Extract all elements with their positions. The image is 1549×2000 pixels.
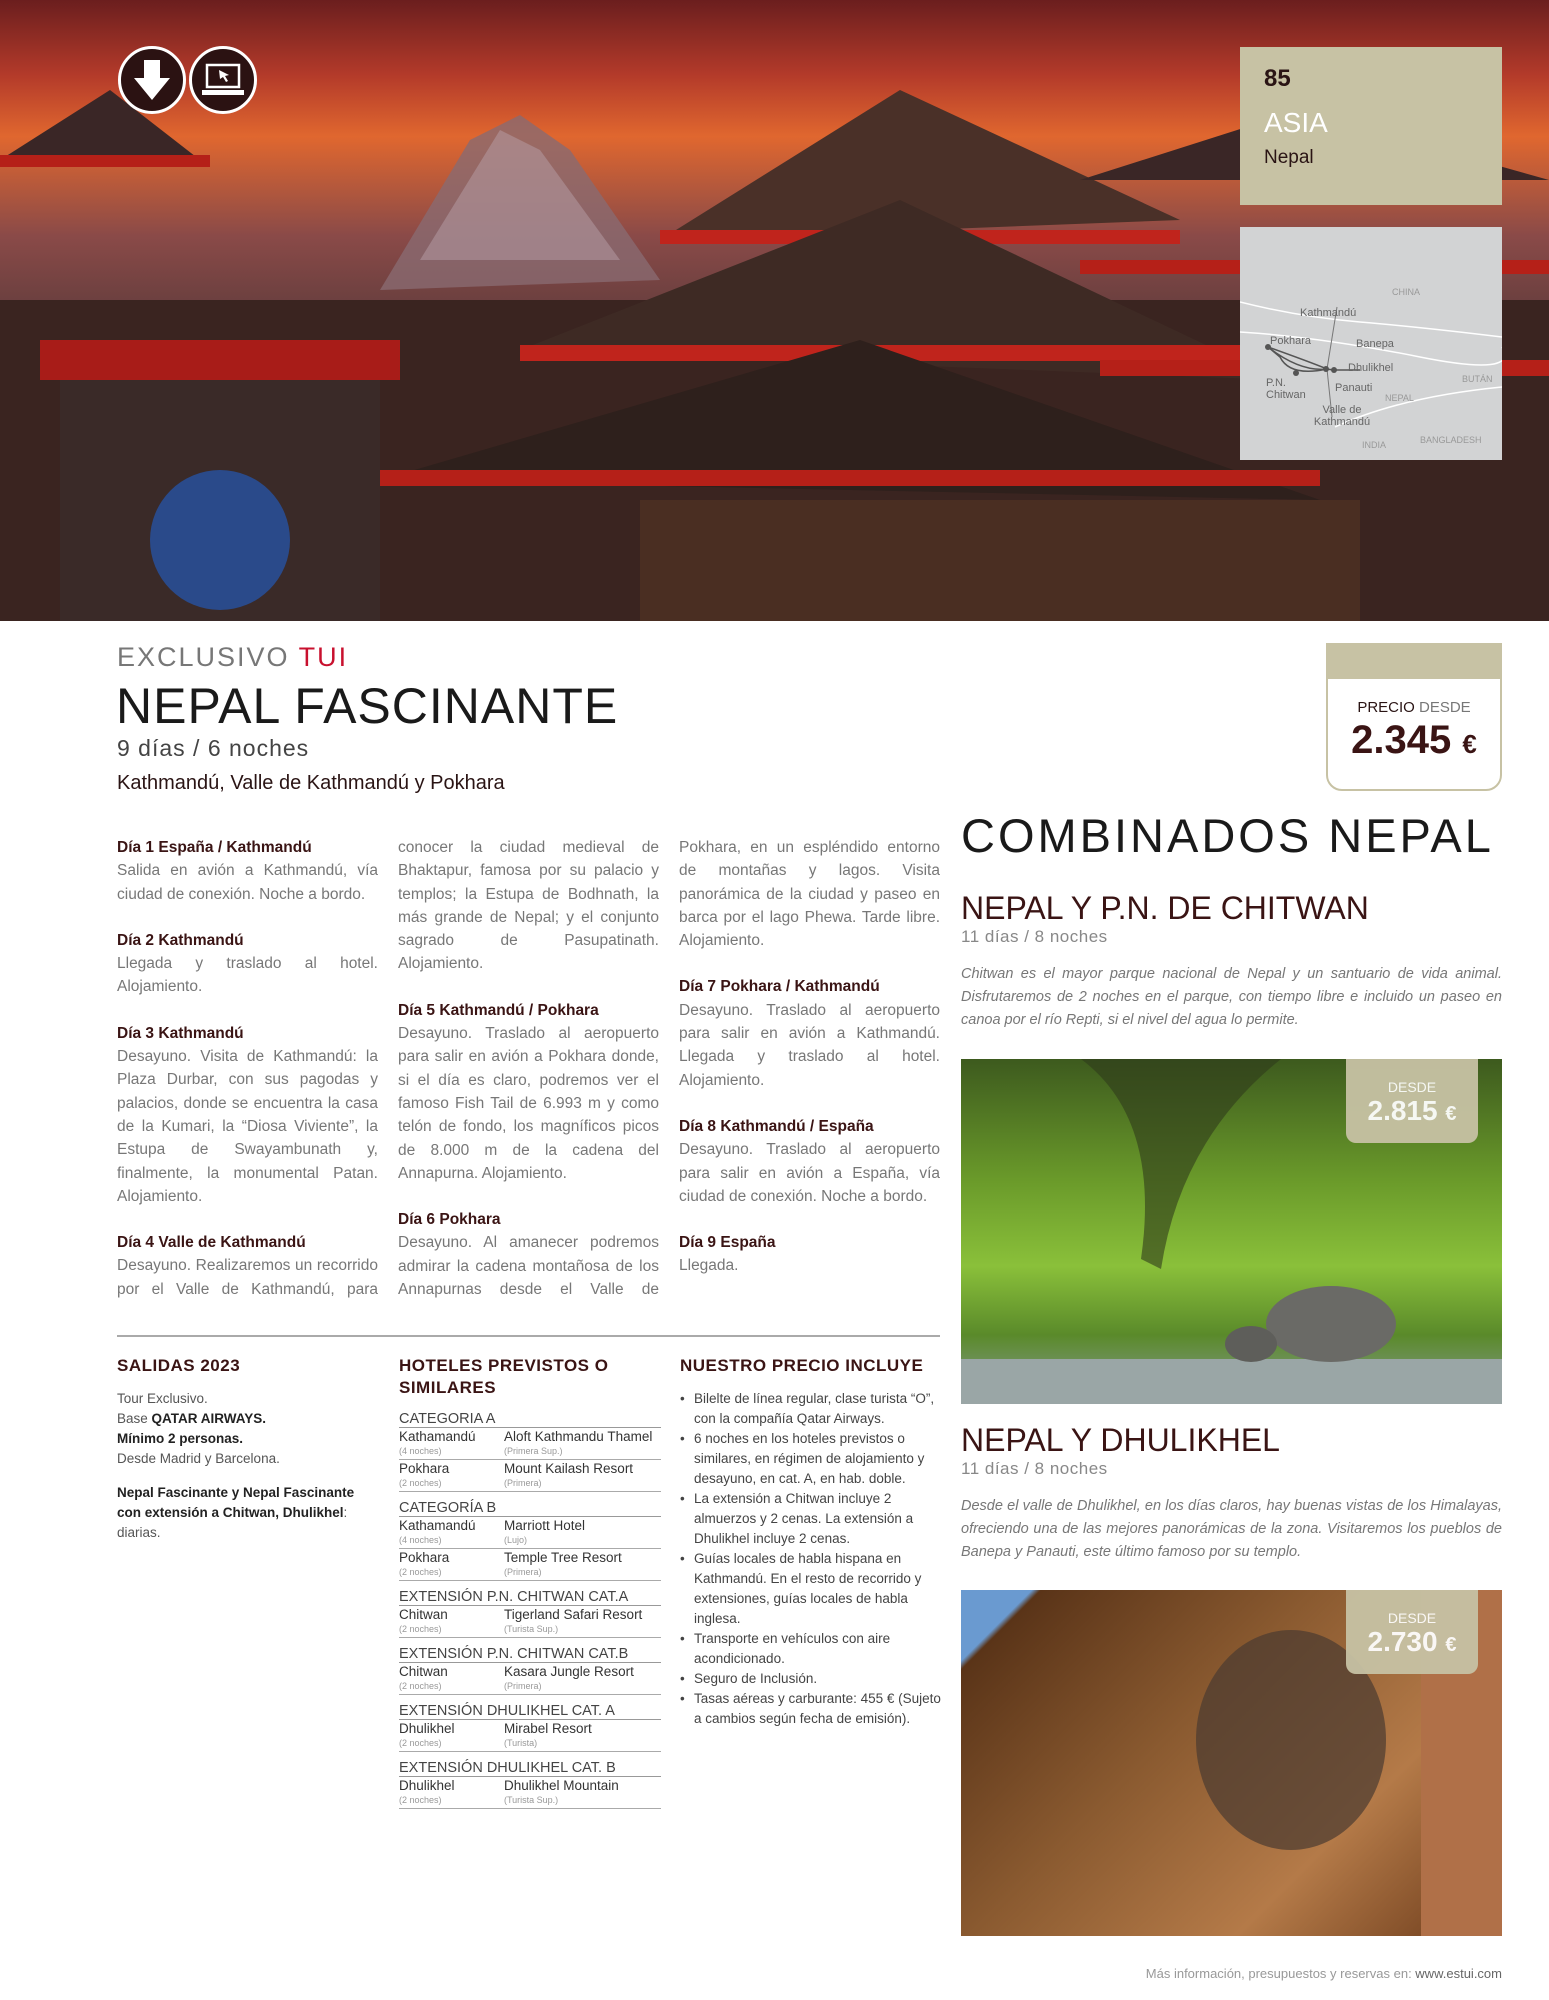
divider <box>117 1335 940 1337</box>
hotel-city: Pokhara <box>399 1550 450 1565</box>
hotel-row <box>399 1606 661 1638</box>
salidas-note-end: : diarias. <box>117 1505 348 1540</box>
map-label: P.N. Chitwan <box>1266 377 1306 401</box>
route-map <box>1240 227 1502 460</box>
hotel-category-level: (Primera) <box>504 1681 542 1691</box>
map-label: Dhulikhel <box>1348 362 1394 374</box>
hotel-nights: (2 noches) <box>399 1681 442 1691</box>
package-title: NEPAL Y DHULIKHEL <box>961 1422 1280 1458</box>
footer <box>1146 1966 1502 1981</box>
incluye-heading: NUESTRO PRECIO INCLUYE <box>680 1356 924 1375</box>
day-text: Salida en avión a Kathmandú, vía ciudad de conexión. Noche a bordo. <box>117 862 378 903</box>
footer-link[interactable]: www.estui.com <box>1415 1966 1502 1981</box>
hotel-name: Temple Tree Resort <box>504 1550 622 1565</box>
hotel-name: Mount Kailash Resort <box>504 1461 634 1476</box>
map-label: Valle de Kathmandú <box>1313 404 1371 428</box>
itinerary-day <box>398 999 659 1185</box>
incluye-item: • Bilelte de línea regular, clase turista “O”, con la compañía Qatar Airways. <box>680 1389 942 1429</box>
day-text: Desayuno. Realizaremos un recorrido por el Valle de Kathmandú, para conocer la ciudad medieval de Bhaktapur, famosa por su palacio y templos; la Estupa de Bodhnath, la más grande de Nepal; y el conjunto sagrado de Pasupatinath. Alojamiento. <box>117 839 659 1298</box>
salidas-line: Mínimo 2 personas. <box>117 1431 244 1446</box>
salidas-heading: SALIDAS 2023 <box>117 1356 241 1375</box>
hotel-category-level: (Turista Sup.) <box>504 1795 559 1805</box>
hotel-category-level: (Turista) <box>504 1738 538 1748</box>
laptop-cursor-icon <box>201 63 245 97</box>
hotel-row <box>399 1720 661 1752</box>
day-text: Llegada y traslado al hotel. Alojamiento. <box>117 955 378 996</box>
hotel-category: EXTENSIÓN P.N. CHITWAN CAT.B <box>399 1646 661 1663</box>
hotel-category-level: (Turista Sup.) <box>504 1624 559 1634</box>
hotel-city: Chitwan <box>399 1664 448 1679</box>
day-number: Día 6 <box>398 1211 436 1229</box>
hoteles-heading: HOTELES PREVISTOS O SIMILARES <box>399 1356 609 1397</box>
incluye-section <box>680 1355 942 1729</box>
salidas-section <box>117 1355 379 1543</box>
tour-duration: 9 días / 6 noches <box>117 735 310 761</box>
day-text: Llegada. <box>679 1257 739 1275</box>
salidas-line <box>117 1483 379 1543</box>
day-text: Desayuno. Al amanecer podremos admirar la cadena montañosa de los Annapurnas desde el Valle de Pokhara, en un espléndido entorno de montañas y lagos. Visita panorámica de la ciudad y paseo en barca por el lago Phewa. Tarde libre. Alojamiento. <box>398 839 940 1299</box>
hotel-name: Marriott Hotel <box>504 1518 586 1533</box>
map-label: NEPAL <box>1385 393 1414 403</box>
incluye-item: • Seguro de Inclusión. <box>680 1669 942 1689</box>
exclusive-prefix: EXCLUSIVO <box>117 642 290 672</box>
day-heading <box>679 1115 940 1138</box>
hotel-nights: (2 noches) <box>399 1738 442 1748</box>
day-number: Día 3 <box>117 1024 155 1042</box>
combinados-heading: COMBINADOS NEPAL <box>961 809 1494 862</box>
day-text: Desayuno. Visita de Kathmandú: la Plaza Durbar, con sus pagodas y palacios, donde se encuentra la casa de la Kumari, la “Diosa Viviente”, la Estupa de Swayambunath y, finalmente, la monumental Patan. Alojamiento. <box>117 1048 378 1205</box>
hotel-category-level: (Lujo) <box>504 1535 528 1545</box>
hotels-list <box>399 1411 661 1809</box>
hotel-nights: (2 noches) <box>399 1567 442 1577</box>
day-number: Día 7 <box>679 978 717 996</box>
badge-label: DESDE <box>1387 1610 1437 1626</box>
hotel-category: CATEGORIA A <box>399 1411 661 1428</box>
day-heading <box>117 1022 378 1045</box>
balcony-photo <box>961 1590 1502 1936</box>
hotel-row <box>399 1517 661 1549</box>
package-dhulikhel <box>961 1422 1502 1564</box>
package-description: Chitwan es el mayor parque nacional de Nepal y un santuario de vida animal. Disfrutaremos de 2 noches en el parque, con tiempo libre e incluido un paseo en canoa por el río Repti, si el nivel del agua lo permite. <box>961 966 1502 1028</box>
incluye-item: • La extensión a Chitwan incluye 2 almuerzos y 2 cenas. La extensión a Dhulikhel incluye 2 cenas. <box>680 1489 942 1549</box>
hotel-city: Chitwan <box>399 1607 448 1622</box>
day-place: Kathmandú / Pokhara <box>439 1001 599 1019</box>
day-heading <box>398 1208 659 1231</box>
hotel-row <box>399 1663 661 1695</box>
price-currency: € <box>1462 729 1477 759</box>
itinerary <box>117 836 940 1306</box>
badge-currency: € <box>1445 1634 1457 1656</box>
hotel-category: EXTENSIÓN P.N. CHITWAN CAT.A <box>399 1589 661 1606</box>
download-button[interactable] <box>118 46 186 114</box>
hotel-row <box>399 1549 661 1581</box>
hotel-name: Mirabel Resort <box>504 1721 592 1736</box>
package-duration: 11 días / 8 noches <box>961 1459 1108 1478</box>
hotel-city: Dhulikhel <box>399 1778 455 1793</box>
itinerary-day <box>679 1231 940 1278</box>
hotel-name: Dhulikhel Mountain <box>504 1778 619 1793</box>
day-number: Día 1 <box>117 839 155 856</box>
day-text: Desayuno. Traslado al aeropuerto para salir en avión a Pokhara donde, si el día es claro, podremos ver el famoso Fish Tail de 6.993 m y como telón de fondo, los magníficos picos de 8.000 m de la cadena del Annapurna. Alojamiento. <box>398 1025 659 1182</box>
brand-name: TUI <box>298 642 349 672</box>
incluye-list <box>680 1389 942 1729</box>
price-box <box>1326 643 1502 791</box>
day-heading <box>117 929 378 952</box>
day-number: Día 4 <box>117 1234 155 1252</box>
day-place: Pokhara <box>439 1211 501 1229</box>
hotel-nights: (2 noches) <box>399 1795 442 1805</box>
region-label: ASIA <box>1264 107 1328 138</box>
badge-currency: € <box>1445 1103 1457 1125</box>
map-label: BANGLADESH <box>1420 435 1482 445</box>
day-heading <box>679 975 940 998</box>
day-heading <box>117 1231 378 1254</box>
hotel-nights: (2 noches) <box>399 1478 442 1488</box>
day-place: Kathmandú <box>158 931 244 949</box>
itinerary-day <box>117 929 378 999</box>
destination-box <box>1240 47 1502 205</box>
map-label: Kathmandú <box>1300 307 1357 319</box>
day-place: Kathmandú <box>158 1024 244 1042</box>
hotel-name: Tigerland Safari Resort <box>504 1607 643 1622</box>
package-title: NEPAL Y P.N. DE CHITWAN <box>961 890 1369 926</box>
exclusive-label <box>117 642 348 673</box>
salidas-base: Base <box>117 1411 152 1426</box>
package-chitwan <box>961 890 1502 1032</box>
rhino-photo <box>961 1059 1502 1404</box>
day-number: Día 9 <box>679 1234 717 1252</box>
tour-places: Kathmandú, Valle de Kathmandú y Pokhara <box>117 772 505 794</box>
itinerary-day <box>117 1022 378 1208</box>
hotel-row <box>399 1428 661 1460</box>
footer-text: Más información, presupuestos y reservas en: <box>1145 1966 1416 1981</box>
hotel-nights: (4 noches) <box>399 1535 442 1545</box>
day-place: España / Kathmandú <box>158 839 312 856</box>
hotel-city: Kathamandú <box>399 1518 476 1533</box>
incluye-item: • Guías locales de habla hispana en Kathmandú. En el resto de recorrido y extensiones, guías locales de habla inglesa. <box>680 1549 942 1629</box>
incluye-item: • 6 noches en los hoteles previstos o similares, en régimen de alojamiento y desayuno, en cat. A, en hab. doble. <box>680 1429 942 1489</box>
day-text: Desayuno. Traslado al aeropuerto para salir en avión a España, vía ciudad de conexión. Noche a bordo. <box>679 1141 940 1205</box>
day-text: Desayuno. Traslado al aeropuerto para salir en avión a Kathmandú. Llegada y traslado al hotel. Alojamiento. <box>679 1001 940 1089</box>
salidas-note: Nepal Fascinante y Nepal Fascinante con extensión a Chitwan, Dhulikhel <box>117 1485 355 1520</box>
day-place: Valle de Kathmandú <box>158 1234 306 1252</box>
day-place: España <box>720 1234 776 1252</box>
map-label: Banepa <box>1356 338 1394 350</box>
tour-title: NEPAL FASCINANTE <box>116 678 619 734</box>
hotel-city: Kathamandú <box>399 1429 476 1444</box>
price-value: 2.345 <box>1351 718 1452 762</box>
day-heading <box>679 1231 940 1254</box>
salidas-text <box>117 1389 379 1543</box>
price-label-2: DESDE <box>1419 699 1471 716</box>
hotel-nights: (4 noches) <box>399 1446 442 1456</box>
salidas-line: Desde Madrid y Barcelona. <box>117 1451 280 1466</box>
price-label-1: PRECIO <box>1357 699 1415 716</box>
package-duration: 11 días / 8 noches <box>961 927 1108 946</box>
map-label: CHINA <box>1392 287 1421 297</box>
itinerary-day <box>679 975 940 1091</box>
incluye-item: • Transporte en vehículos con aire acondicionado. <box>680 1629 942 1669</box>
day-number: Día 5 <box>398 1001 436 1019</box>
hotel-category: EXTENSIÓN DHULIKHEL CAT. A <box>399 1703 661 1720</box>
price-badge <box>1346 1059 1478 1143</box>
map-label: Panauti <box>1335 382 1373 394</box>
badge-price: 2.730 <box>1367 1626 1438 1657</box>
page-number: 85 <box>1264 65 1291 92</box>
day-place: Pokhara / Kathmandú <box>720 978 880 996</box>
hotel-row <box>399 1460 661 1492</box>
badge-price: 2.815 <box>1367 1095 1438 1126</box>
day-heading <box>398 999 659 1022</box>
hotel-city: Dhulikhel <box>399 1721 455 1736</box>
price-box-bar <box>1328 645 1500 679</box>
day-heading <box>117 836 378 859</box>
hotel-category: EXTENSIÓN DHULIKHEL CAT. B <box>399 1760 661 1777</box>
hotel-nights: (2 noches) <box>399 1624 442 1634</box>
price-badge <box>1346 1590 1478 1674</box>
itinerary-day <box>117 836 378 906</box>
day-number: Día 2 <box>117 931 155 949</box>
hotel-name: Aloft Kathmandu Thamel <box>504 1429 653 1444</box>
salidas-line: Tour Exclusivo. <box>117 1391 208 1406</box>
day-place: Kathmandú / España <box>720 1117 874 1135</box>
hotel-category-level: (Primera Sup.) <box>504 1446 563 1456</box>
price-value-wrap <box>1328 718 1500 763</box>
hotel-category-level: (Primera) <box>504 1478 542 1488</box>
hotel-name: Kasara Jungle Resort <box>504 1664 634 1679</box>
badge-label: DESDE <box>1387 1079 1437 1095</box>
itinerary-day <box>679 1115 940 1208</box>
day-number: Día 8 <box>679 1117 717 1135</box>
map-label: Pokhara <box>1270 335 1311 347</box>
country-label: Nepal <box>1264 147 1314 168</box>
web-button[interactable] <box>189 46 257 114</box>
hotel-category: CATEGORÍA B <box>399 1500 661 1517</box>
map-label: INDIA <box>1362 440 1387 450</box>
hotel-row <box>399 1777 661 1809</box>
hoteles-section <box>399 1355 661 1809</box>
hotel-category-level: (Primera) <box>504 1567 542 1577</box>
price-label <box>1328 699 1500 716</box>
map-label: BUTÁN <box>1462 374 1493 384</box>
hotel-city: Pokhara <box>399 1461 450 1476</box>
download-arrow-icon <box>132 58 172 102</box>
salidas-airline: QATAR AIRWAYS. <box>151 1411 267 1426</box>
incluye-item: • Tasas aéreas y carburante: 455 € (Sujeto a cambios según fecha de emisión). <box>680 1689 942 1729</box>
salidas-line <box>117 1409 379 1429</box>
package-description: Desde el valle de Dhulikhel, en los días claros, hay buenas vistas de los Himalayas, ofreciendo una de las mejores panorámicas de la zona. Visitaremos los pueblos de Banepa y Panauti, este último famoso por su templo. <box>961 1498 1502 1560</box>
